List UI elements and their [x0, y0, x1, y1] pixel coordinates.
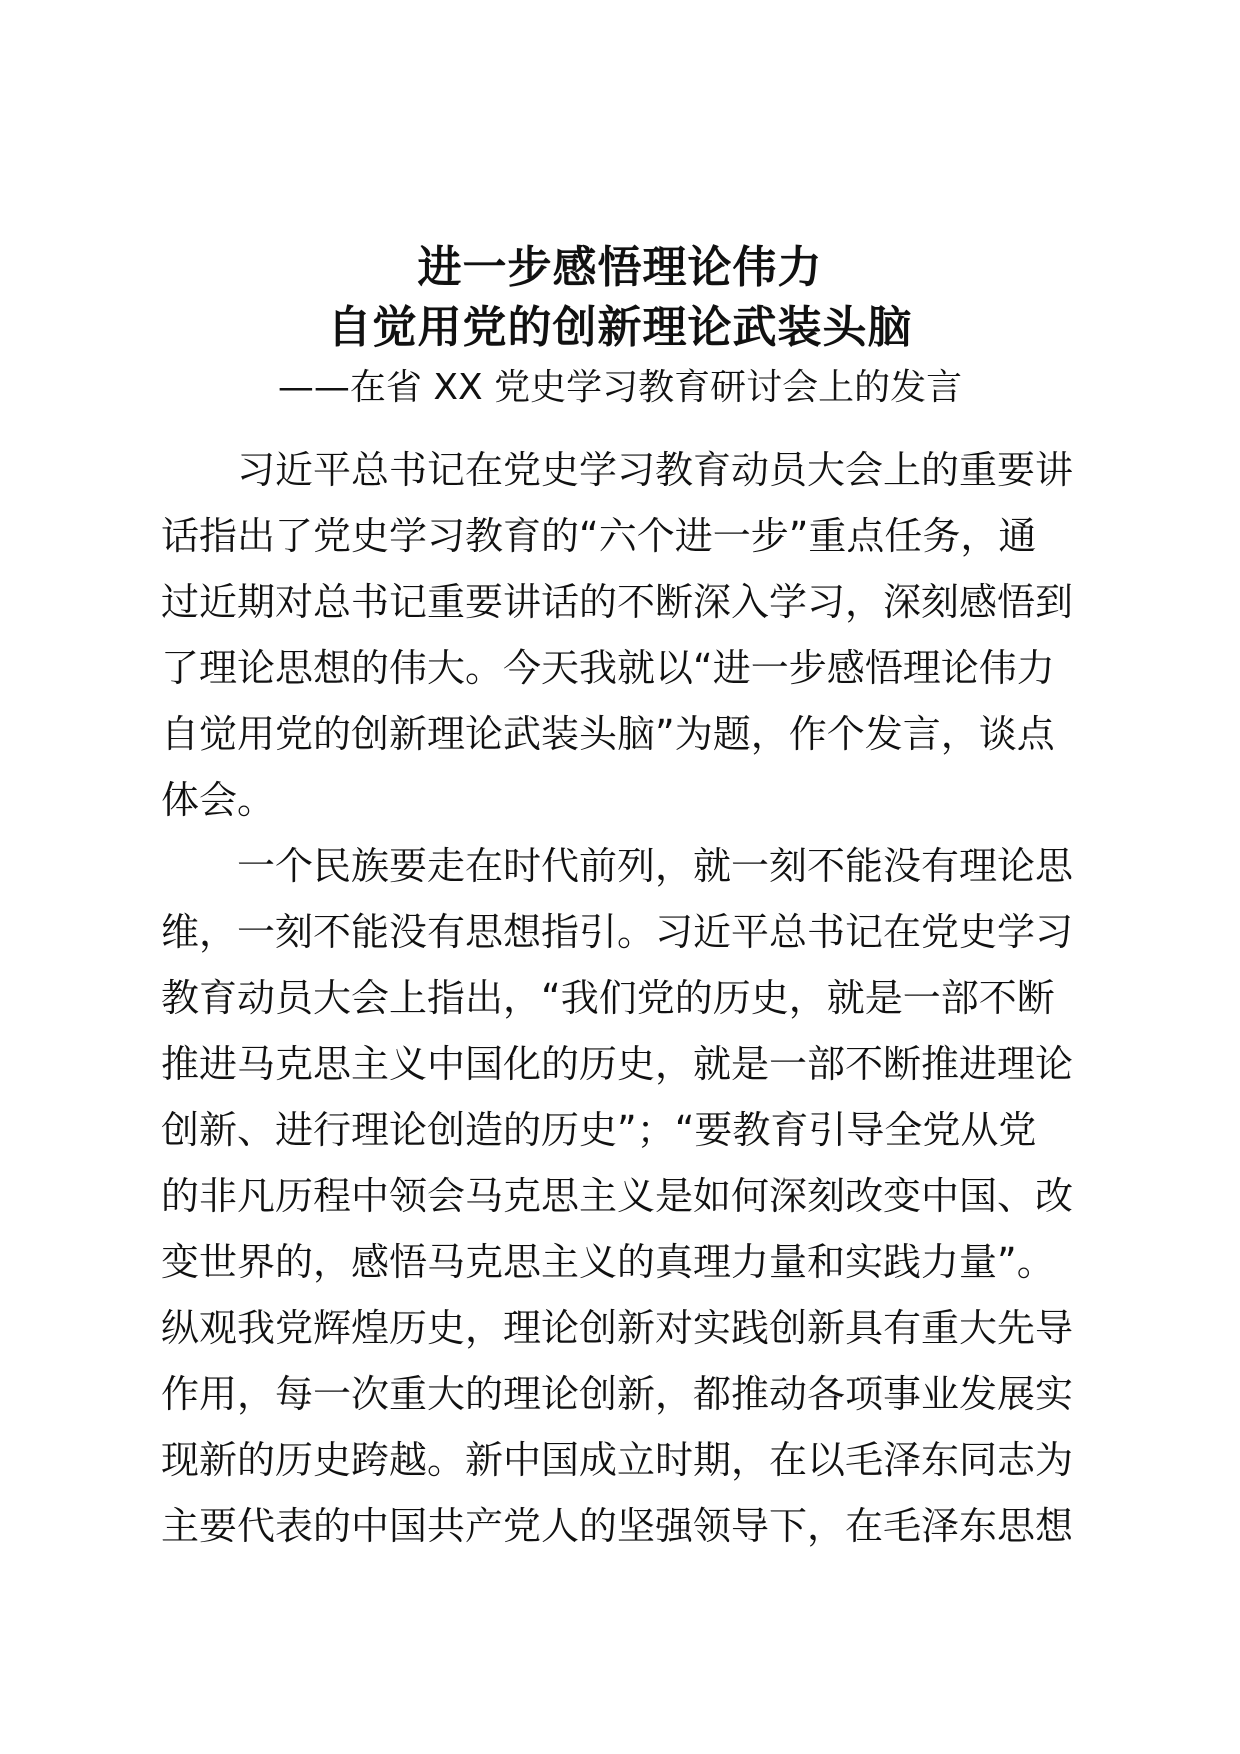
text-line: 体会。: [161, 778, 276, 822]
title-line-2: 自觉用党的创新理论武装头脑: [327, 302, 913, 353]
text-line: 创新、进行理论创造的历史”；“要教育引导全党从党: [161, 1108, 1037, 1152]
text-line: 的非凡历程中领会马克思主义是如何深刻改变中国、改: [161, 1174, 1074, 1218]
subtitle: ——在省 XX 党史学习教育研讨会上的发言: [277, 367, 963, 408]
text-line: 主要代表的中国共产党人的坚强领导下，在毛泽东思想: [161, 1504, 1074, 1548]
text-line: 过近期对总书记重要讲话的不断深入学习，深刻感悟到: [161, 580, 1074, 624]
text-line: 纵观我党辉煌历史，理论创新对实践创新具有重大先导: [161, 1306, 1074, 1350]
text-line: 现新的历史跨越。新中国成立时期，在以毛泽东同志为: [161, 1438, 1074, 1482]
text-line: 了理论思想的伟大。今天我就以“进一步感悟理论伟力: [161, 646, 1055, 690]
body-text: [161, 437, 1081, 1559]
title-line-1: 进一步感悟理论伟力: [417, 242, 823, 293]
text-line: 变世界的，感悟马克思主义的真理力量和实践力量”。: [161, 1240, 1055, 1284]
text-line: 习近平总书记在党史学习教育动员大会上的重要讲: [237, 448, 1074, 492]
text-line: 一个民族要走在时代前列，就一刻不能没有理论思: [237, 844, 1074, 888]
text-line: 推进马克思主义中国化的历史，就是一部不断推进理论: [161, 1042, 1074, 1086]
text-line: 作用，每一次重大的理论创新，都推动各项事业发展实: [161, 1372, 1074, 1416]
text-line: 自觉用党的创新理论武装头脑”为题，作个发言，谈点: [161, 712, 1055, 756]
text-line: 维，一刻不能没有思想指引。习近平总书记在党史学习: [161, 910, 1074, 954]
text-line: 教育动员大会上指出，“我们党的历史，就是一部不断: [161, 976, 1055, 1020]
text-line: 话指出了党史学习教育的“六个进一步”重点任务，通: [161, 514, 1037, 558]
title-block: [0, 238, 1240, 416]
